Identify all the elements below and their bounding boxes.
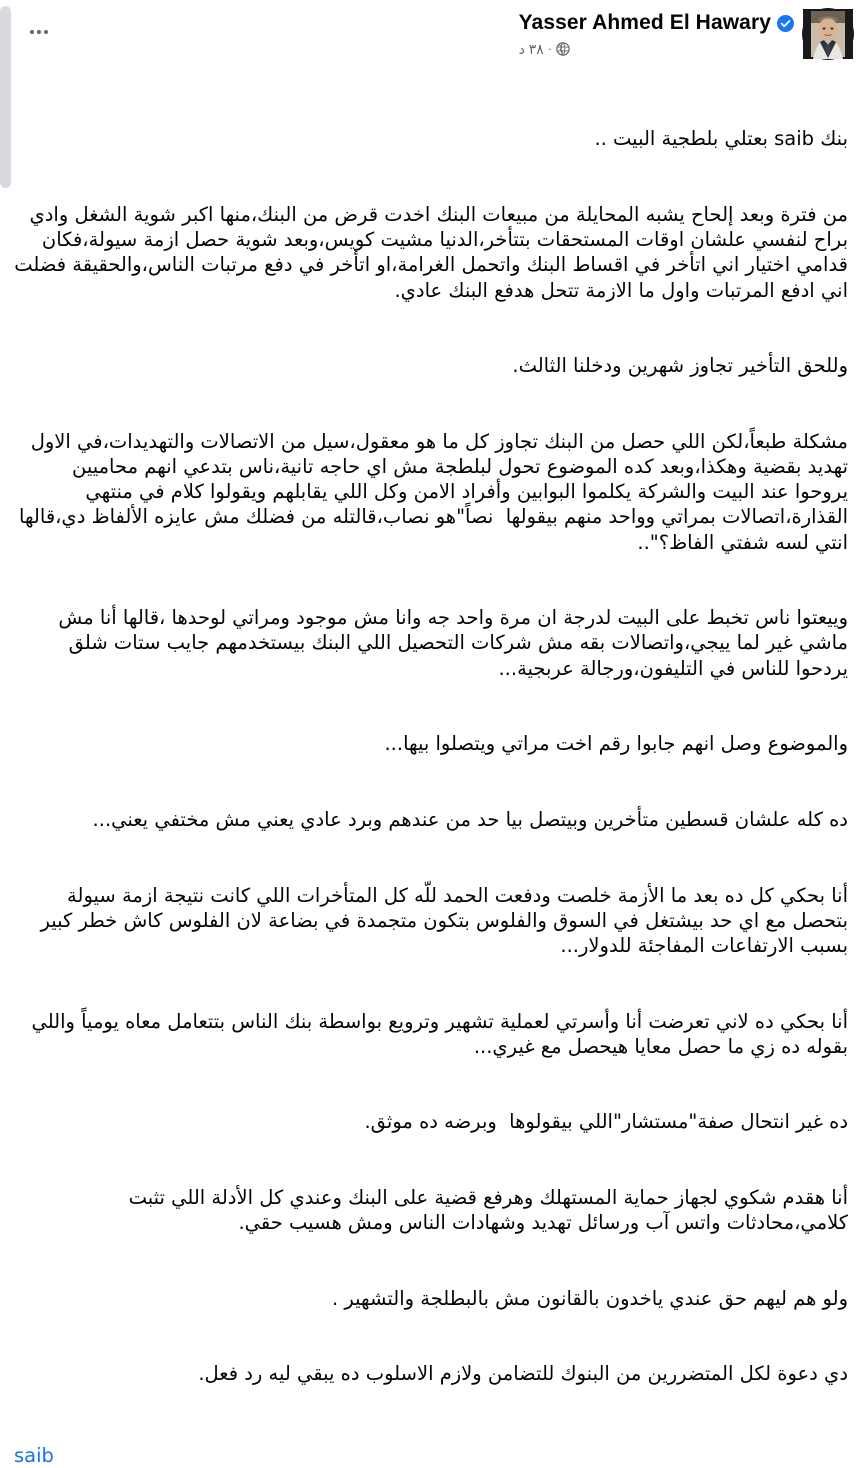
post-hashtag-link[interactable]: saib [14,1443,54,1467]
post-paragraph: بنك saib بعتلي بلطجية البيت .. [594,127,848,151]
author-name-row [519,10,794,36]
post-meta-row [519,40,571,58]
post-paragraph: أنا بحكي ده لاني تعرضت أنا وأسرتي لعملية تشهير وترويع بواسطة بنك الناس بتتعامل معاه يومياً واللي بقوله ده زي ما حصل معايا هيحصل مع غيري... [25,1009,848,1058]
post-options-menu-button[interactable] [30,30,48,34]
verified-badge-icon [777,15,794,32]
post-paragraph: أنا بحكي كل ده بعد ما الأزمة خلصت ودفعت الحمد للّه كل المتأخرات اللي كانت نتيجة ازمة سيولة بتحصل مع اي حد بيشتغل في السوق والفلوس بتكون متجمدة في بضاعة لان الفلوس كاش خطر كبير بسبب الارتفاعات المفاجئة للدولار... [34,883,848,957]
post-paragraph: ده كله علشان قسطين متأخرين وبيتصل بيا حد من عندهم وبرد عادي يعني مش مختفي يعني... [92,807,848,831]
globe-public-icon[interactable] [556,42,570,56]
post-header [0,0,862,70]
post-paragraph: دي دعوة لكل المتضررين من البنوك للتضامن ولازم الاسلوب ده يبقي ليه رد فعل. [198,1362,848,1386]
menu-dot-icon [30,30,34,34]
post-body-text [0,76,862,1467]
post-paragraph: أنا هقدم شكوي لجهاز حماية المستهلك وهرفع قضية على البنك وعندي كل الأدلة اللي تثبت كلامي،محادثات واتس آب ورسائل تهديد وشهادات الناس ومش هسيب حقي. [122,1185,848,1235]
post-paragraph: مشكلة طبعاً،لكن اللي حصل من البنك تجاوز كل ما هو معقول،سيل من الاتصالات والتهديدات،في الاول تهديد بقضية وهكذا،وبعد كده الموضوع تحول لبلطجة مش اي حاجه تانية،ناس بتدعي انهم محاميين يروحوا عند البيت والشركة يكلموا البوابين وأفراد الامن وكل اللي يقابلهم ويقولوا كلام في منتهي القذارة،اتصالات بمراتي وواحد منهم بيقولها نصاً"هو نصاب،قالتله من فضلك مش عايزه الألفاظ دي،قالها انتي لسه شفتي الفاظ؟".. [12,429,848,554]
post-paragraph: من فترة وبعد إلحاح يشبه المحايلة من مبيعات البنك اخدت قرض من البنك،منها اكبر شوية الشغل وادي براح لنفسي علشان اوقات المستحقات بتتأخر،الدنيا مشيت كويس،وبعد شوية حصل ازمة سيولة،فكان قدامي اختيار اني اتأخر في اقساط البنك واتحمل الغرامة،او اتأخر في دفع مرتبات الناس،والحقيقة فضلت اني ادفع المرتبات واول ما الازمة تتحل هدفع البنك عادي. [8,203,848,302]
profile-avatar[interactable] [802,8,854,60]
post-paragraph: ده غير انتحال صفة"مستشار"اللي بيقولوها وبرضه ده موثق. [364,1110,848,1134]
meta-separator: · [547,41,553,56]
page-scrollbar-thumb[interactable] [0,6,11,188]
post-paragraph: وللحق التأخير تجاوز شهرين ودخلنا الثالث. [512,354,848,378]
post-timestamp[interactable]: ٣٨ د [518,41,544,57]
menu-dot-icon [37,30,41,34]
post-paragraph: ولو هم ليهم حق عندي ياخدون بالقانون مش بالبطلجة والتشهير . [331,1286,848,1310]
menu-dot-icon [44,30,48,34]
post-author-identity [519,8,854,60]
post-paragraph: وييعتوا ناس تخبط على البيت لدرجة ان مرة واحد جه وانا مش موجود ومراتي لوحدها ،قالها أنا مش ماشي غير لما ييجي،واتصالات بقه مش شركات التحصيل اللي البنك بيستخدمهم جايب ستات شلق يردحوا للناس في التليفون،ورجالة عربجية... [52,606,848,680]
post-paragraph: والموضوع وصل انهم جابوا رقم اخت مراتي ويتصلوا بيها... [384,732,848,756]
author-text-block [519,8,794,58]
author-name[interactable]: Yasser Ahmed El Hawary [518,11,771,34]
